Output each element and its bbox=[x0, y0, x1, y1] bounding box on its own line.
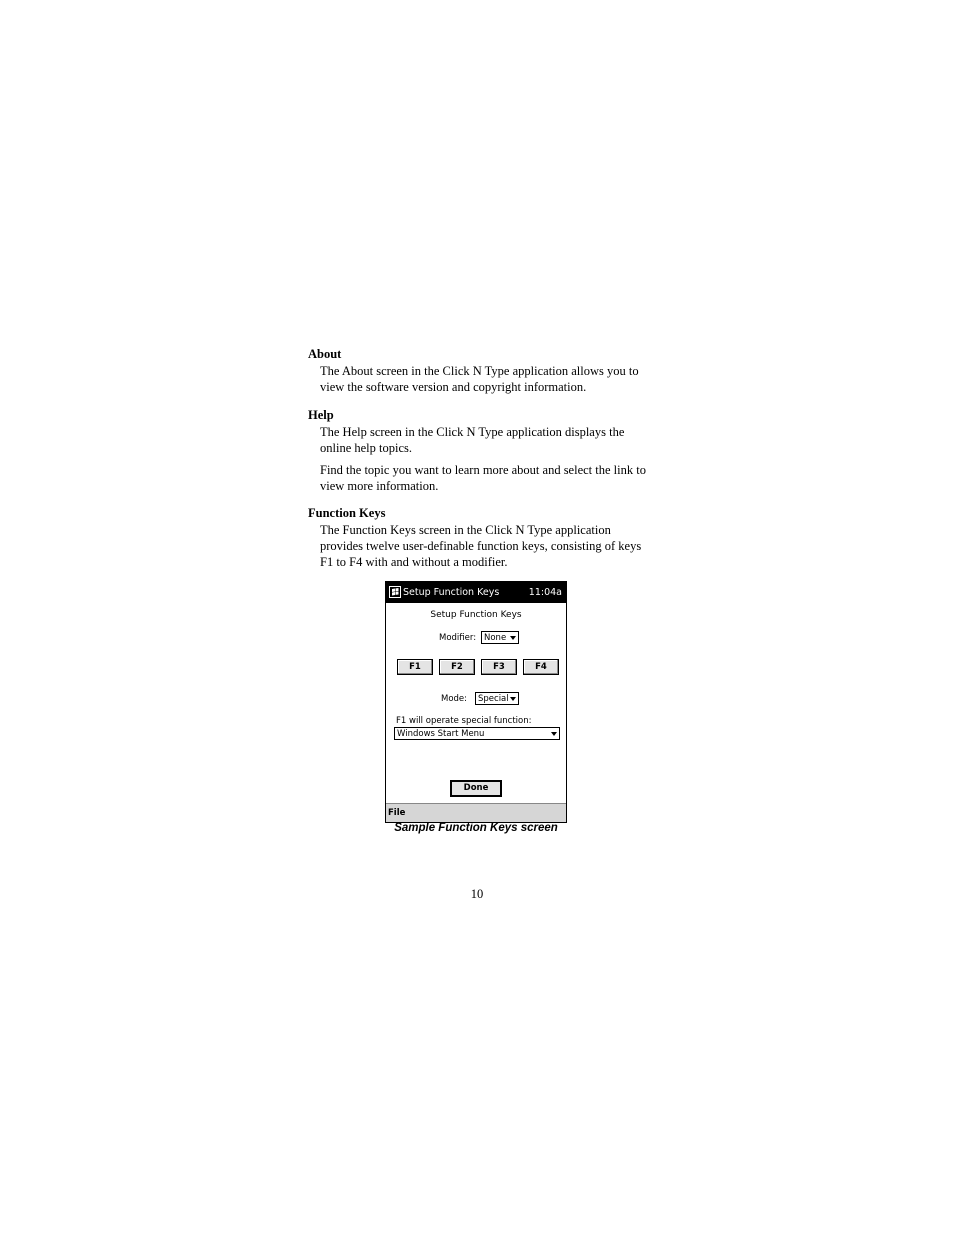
mode-dropdown[interactable] bbox=[475, 692, 519, 705]
about-paragraph: The About screen in the Click N Type application allows you to view the software version and copyright information. bbox=[320, 364, 639, 394]
menu-bar bbox=[386, 803, 566, 822]
modifier-label: Modifier: bbox=[439, 633, 477, 643]
figure-caption: Sample Function Keys screen bbox=[394, 822, 558, 834]
f1-button[interactable]: F1 bbox=[397, 659, 433, 675]
chevron-down-icon bbox=[510, 636, 516, 640]
chevron-down-icon bbox=[551, 732, 557, 736]
setup-function-keys-screenshot bbox=[385, 581, 567, 823]
help-heading: Help bbox=[308, 408, 334, 422]
clock: 11:04a bbox=[528, 587, 562, 598]
file-menu[interactable]: File bbox=[388, 808, 406, 818]
modifier-dropdown[interactable] bbox=[481, 631, 519, 644]
modifier-value: None bbox=[484, 633, 507, 643]
window-title: Setup Function Keys bbox=[403, 587, 500, 598]
windows-flag-icon[interactable] bbox=[389, 586, 401, 598]
function-keys-heading: Function Keys bbox=[308, 506, 386, 520]
mode-value: Special bbox=[478, 694, 509, 704]
function-keys-paragraph: The Function Keys screen in the Click N Type application provides twelve user-definable function keys, consisting of keys F1 to F4 with and without a modifier. bbox=[320, 523, 642, 569]
function-value: Windows Start Menu bbox=[397, 729, 485, 739]
f4-button[interactable]: F4 bbox=[523, 659, 559, 675]
function-label: F1 will operate special function: bbox=[396, 716, 532, 726]
title-bar bbox=[386, 582, 566, 603]
help-paragraph-1: The Help screen in the Click N Type application displays the online help topics. bbox=[320, 425, 625, 455]
done-button[interactable]: Done bbox=[450, 780, 502, 797]
panel-title: Setup Function Keys bbox=[430, 610, 522, 620]
help-paragraph-2: Find the topic you want to learn more about and select the link to view more information. bbox=[320, 463, 646, 493]
about-heading: About bbox=[308, 347, 342, 361]
chevron-down-icon bbox=[510, 697, 516, 701]
page-number: 10 bbox=[470, 887, 484, 901]
function-dropdown[interactable] bbox=[394, 727, 560, 740]
f3-button[interactable]: F3 bbox=[481, 659, 517, 675]
mode-label: Mode: bbox=[441, 694, 468, 704]
f2-button[interactable]: F2 bbox=[439, 659, 475, 675]
